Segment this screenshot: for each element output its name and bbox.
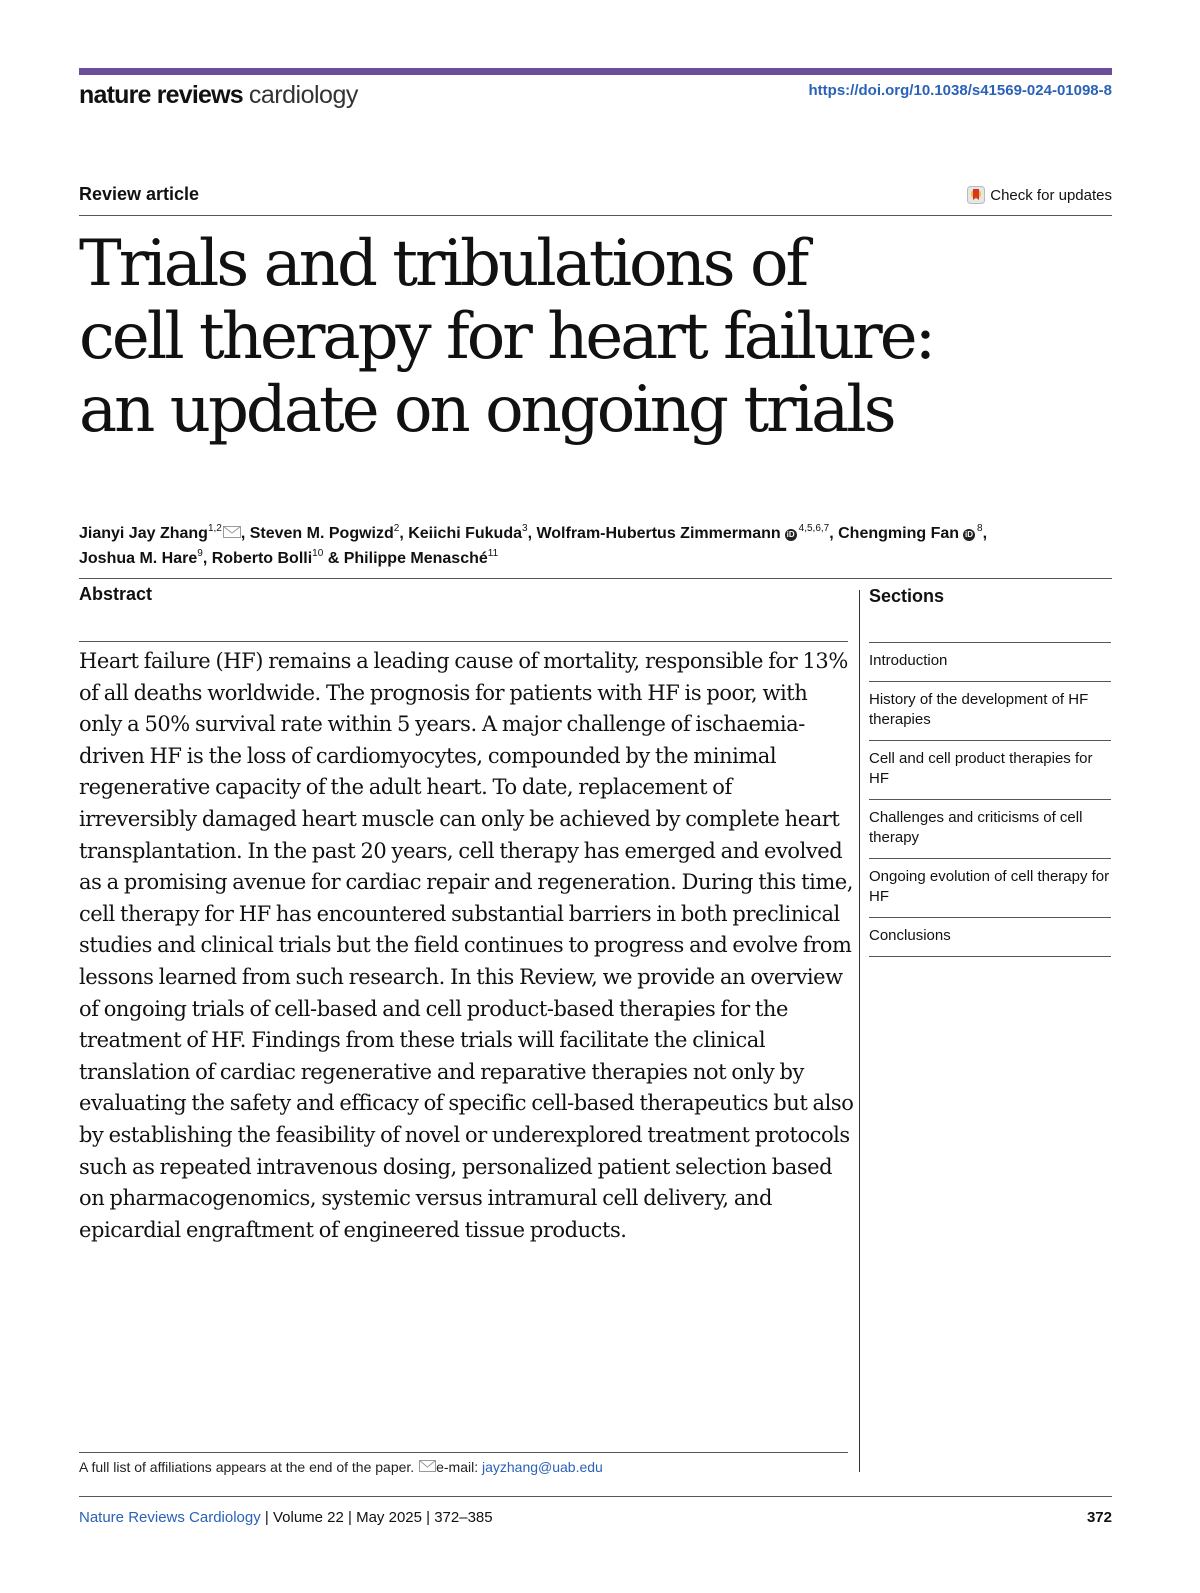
article-title bbox=[79, 228, 979, 447]
affiliation-ref: 2 bbox=[393, 523, 400, 534]
check-updates-button[interactable] bbox=[967, 186, 1112, 204]
journal-name-light: cardiology bbox=[248, 81, 358, 109]
divider bbox=[79, 1452, 848, 1453]
title-line: an update on ongoing trials bbox=[79, 373, 894, 447]
section-link-conclusions[interactable]: Conclusions bbox=[869, 917, 1111, 957]
section-link-evolution[interactable]: Ongoing evolution of cell therapy for HF bbox=[869, 858, 1111, 917]
title-line: cell therapy for heart failure: bbox=[79, 300, 934, 374]
mail-icon[interactable] bbox=[223, 521, 241, 546]
journal-name-bold: nature reviews bbox=[79, 81, 243, 109]
orcid-icon[interactable]: iD bbox=[965, 530, 974, 539]
page-number: 372 bbox=[1086, 1509, 1112, 1526]
sections-heading: Sections bbox=[869, 586, 945, 606]
abstract-heading: Abstract bbox=[79, 584, 153, 604]
author-name[interactable]: Roberto Bolli bbox=[211, 550, 313, 567]
affiliation-ref: 8 bbox=[977, 523, 983, 534]
divider bbox=[79, 1496, 1112, 1497]
title-line: Trials and tribulations of bbox=[79, 227, 807, 301]
author-name[interactable]: Wolfram-Hubertus Zimmermann bbox=[536, 525, 781, 542]
divider bbox=[79, 578, 1112, 579]
section-link-introduction[interactable]: Introduction bbox=[869, 642, 1111, 681]
footer-journal-link[interactable]: Nature Reviews Cardiology bbox=[79, 1509, 261, 1526]
author-separator: , bbox=[829, 525, 839, 542]
affiliations-text: A full list of affiliations appears at the end of the paper. bbox=[79, 1459, 415, 1475]
affiliation-ref: 11 bbox=[487, 548, 499, 559]
affiliation-ref: 1,2 bbox=[207, 523, 222, 534]
doi-link[interactable]: https://doi.org/10.1038/s41569-024-01098-8 bbox=[808, 82, 1112, 99]
journal-logo[interactable] bbox=[79, 78, 358, 112]
author-list bbox=[79, 521, 1119, 571]
author-name[interactable]: Keiichi Fukuda bbox=[408, 525, 522, 542]
affiliation-ref: 10 bbox=[312, 548, 324, 559]
crossmark-icon bbox=[967, 186, 985, 204]
check-updates-label: Check for updates bbox=[990, 186, 1112, 204]
author-separator: , bbox=[527, 525, 537, 542]
affiliation-ref: 9 bbox=[197, 548, 203, 559]
author-name[interactable]: Joshua M. Hare bbox=[79, 550, 198, 567]
author-name[interactable]: Jianyi Jay Zhang bbox=[79, 525, 208, 542]
author-name[interactable]: Philippe Menasché bbox=[343, 550, 488, 567]
author-name[interactable]: Steven M. Pogwizd bbox=[249, 525, 394, 542]
author-name[interactable]: Chengming Fan bbox=[838, 525, 960, 542]
affiliation-ref: 4,5,6,7 bbox=[798, 523, 830, 534]
author-separator: , bbox=[202, 550, 212, 567]
column-divider bbox=[859, 590, 860, 1472]
author-separator: , bbox=[982, 525, 988, 542]
author-separator: , bbox=[240, 525, 250, 542]
footer-details: | Volume 22 | May 2025 | 372–385 bbox=[260, 1509, 493, 1526]
footer-citation bbox=[79, 1509, 493, 1526]
article-type: Review article bbox=[79, 184, 200, 204]
author-separator: & bbox=[323, 550, 344, 567]
section-link-history[interactable]: History of the development of HF therapies bbox=[869, 681, 1111, 740]
orcid-icon[interactable]: iD bbox=[786, 530, 795, 539]
section-link-therapies[interactable]: Cell and cell product therapies for HF bbox=[869, 740, 1111, 799]
author-separator: , bbox=[399, 525, 409, 542]
email-label: e-mail: bbox=[436, 1459, 482, 1475]
divider bbox=[79, 641, 848, 642]
affiliation-ref: 3 bbox=[522, 523, 528, 534]
sections-list bbox=[869, 642, 1111, 957]
abstract-text: Heart failure (HF) remains a leading cause of mortality, responsible for 13% of all deaths worldwide. The prognosis for patients with HF is poor, with only a 50% survival rate within 5 years. A major challenge of ischaemia-driven HF is the loss of cardiomyocytes, compounded by the minimal regenerative capacity of the adult heart. To date, replacement of irreversibly damaged heart muscle can only be achieved by complete heart transplantation. In the past 20 years, cell therapy has emerged and evolved as a promising avenue for cardiac repair and regeneration. During this time, cell therapy for HF has encountered substantial barriers in both preclinical studies and clinical trials but the field continues to progress and evolve from lessons learned from such research. In this Review, we provide an overview of ongoing trials of cell-based and cell product-based therapies for the treatment of HF. Findings from these trials will facilitate the clinical translation of cardiac regenerative and reparative therapies not only by evaluating the safety and efficacy of specific cell-based therapeutics but also by establishing the feasibility of novel or underexplored treatment protocols such as repeated intravenous dosing, personalized patient selection based on pharmacogenomics, systemic versus intramural cell delivery, and epicardial engraftment of engineered tissue products. bbox=[79, 649, 854, 1242]
section-link-challenges[interactable]: Challenges and criticisms of cell therapy bbox=[869, 799, 1111, 858]
mail-icon bbox=[419, 1459, 436, 1475]
header-accent-bar bbox=[79, 68, 1112, 75]
affiliations-note bbox=[79, 1459, 603, 1475]
divider bbox=[79, 215, 1112, 216]
email-link[interactable]: jayzhang@uab.edu bbox=[481, 1459, 603, 1475]
